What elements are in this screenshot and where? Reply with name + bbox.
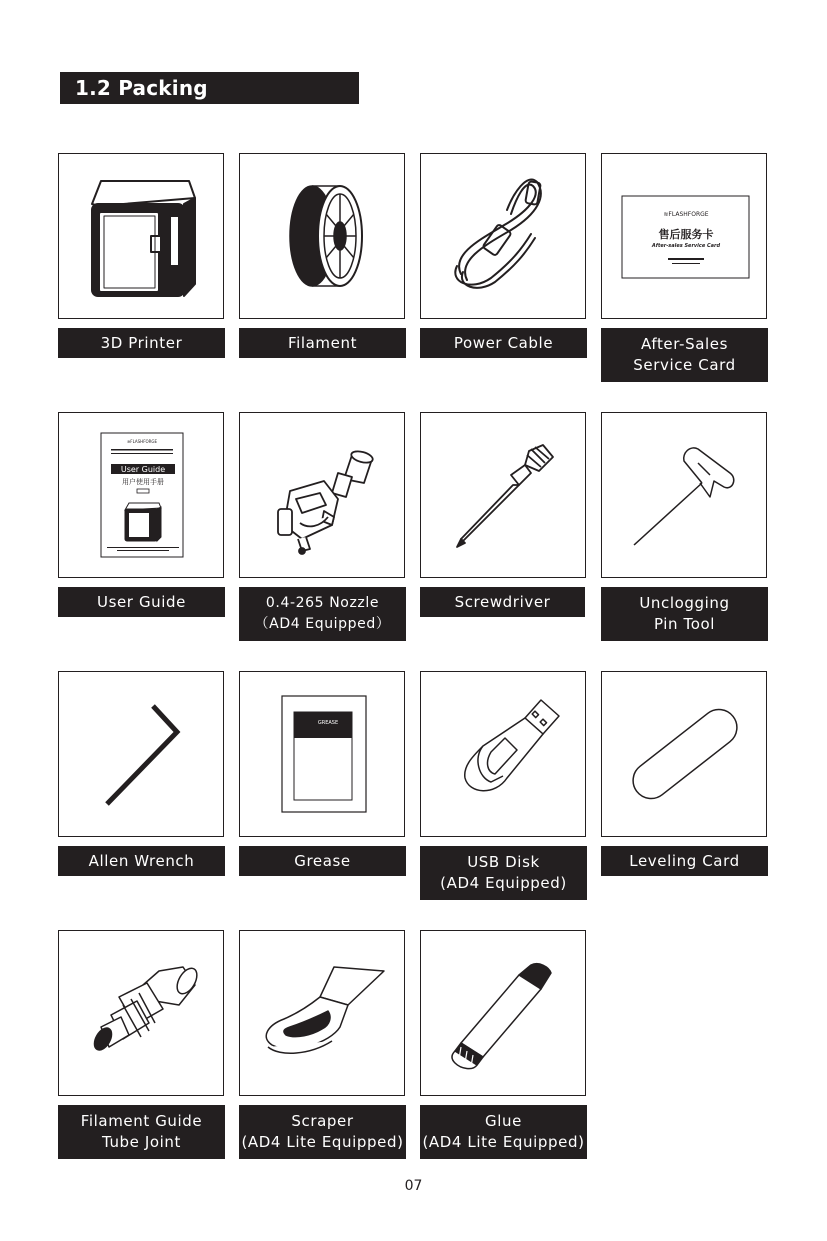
glue-image: [420, 930, 586, 1096]
leveling-card-icon: [602, 672, 766, 836]
screwdriver-icon: [421, 413, 585, 577]
filament-spool-icon: [240, 154, 404, 318]
grease-pack-label: GREASE: [317, 720, 339, 726]
item-label-allen-wrench: Allen Wrench: [58, 846, 225, 876]
card-logo: ≋FLASHFORGE: [663, 211, 709, 218]
printer-image: [58, 153, 224, 319]
filament-image: [239, 153, 405, 319]
usb-disk-icon: [421, 672, 585, 836]
item-label-usb-disk: USB Disk (AD4 Equipped): [420, 846, 587, 900]
grease-image: [239, 671, 405, 837]
item-label-glue: Glue (AD4 Lite Equipped): [420, 1105, 587, 1159]
pin-tool-image: [601, 412, 767, 578]
usb-disk-image: [420, 671, 586, 837]
power-cable-icon: [421, 154, 585, 318]
power-cable-image: [420, 153, 586, 319]
allen-wrench-image: [58, 671, 224, 837]
scraper-image: [239, 930, 405, 1096]
3d-printer-icon: [59, 154, 223, 318]
tube-joint-icon: [59, 931, 223, 1095]
card-title-en: After-sales Service Card: [651, 243, 721, 249]
tube-joint-image: [58, 930, 224, 1096]
item-label-3d-printer: 3D Printer: [58, 328, 225, 358]
service-card-image: [601, 153, 767, 319]
page-number: 07: [404, 1178, 423, 1194]
card-title-cn: 售后服务卡: [658, 228, 714, 241]
allen-wrench-icon: [59, 672, 223, 836]
scraper-icon: [240, 931, 404, 1095]
guide-logo: ≋FLASHFORGE: [126, 439, 158, 444]
screwdriver-image: [420, 412, 586, 578]
nozzle-icon: [240, 413, 404, 577]
service-card-icon: [602, 154, 766, 318]
item-label-power-cable: Power Cable: [420, 328, 587, 358]
item-label-tube-joint: Filament Guide Tube Joint: [58, 1105, 225, 1159]
leveling-card-image: [601, 671, 767, 837]
item-label-nozzle: 0.4-265 Nozzle （AD4 Equipped）: [239, 587, 406, 641]
item-label-screwdriver: Screwdriver: [420, 587, 585, 617]
item-label-scraper: Scraper (AD4 Lite Equipped): [239, 1105, 406, 1159]
item-label-leveling-card: Leveling Card: [601, 846, 768, 876]
grease-packet-icon: [240, 672, 404, 836]
item-label-filament: Filament: [239, 328, 406, 358]
glue-stick-icon: [421, 931, 585, 1095]
unclogging-pin-icon: [602, 413, 766, 577]
item-label-pin-tool: Unclogging Pin Tool: [601, 587, 768, 641]
guide-title-cn: 用户使用手册: [122, 478, 164, 486]
guide-title-en: User Guide: [120, 465, 166, 474]
item-label-user-guide: User Guide: [58, 587, 225, 617]
item-label-service-card: After-Sales Service Card: [601, 328, 768, 382]
user-guide-image: [58, 412, 224, 578]
user-guide-booklet-icon: [59, 413, 223, 577]
nozzle-image: [239, 412, 405, 578]
item-label-grease: Grease: [239, 846, 406, 876]
section-heading: 1.2 Packing Specification: [60, 72, 359, 104]
